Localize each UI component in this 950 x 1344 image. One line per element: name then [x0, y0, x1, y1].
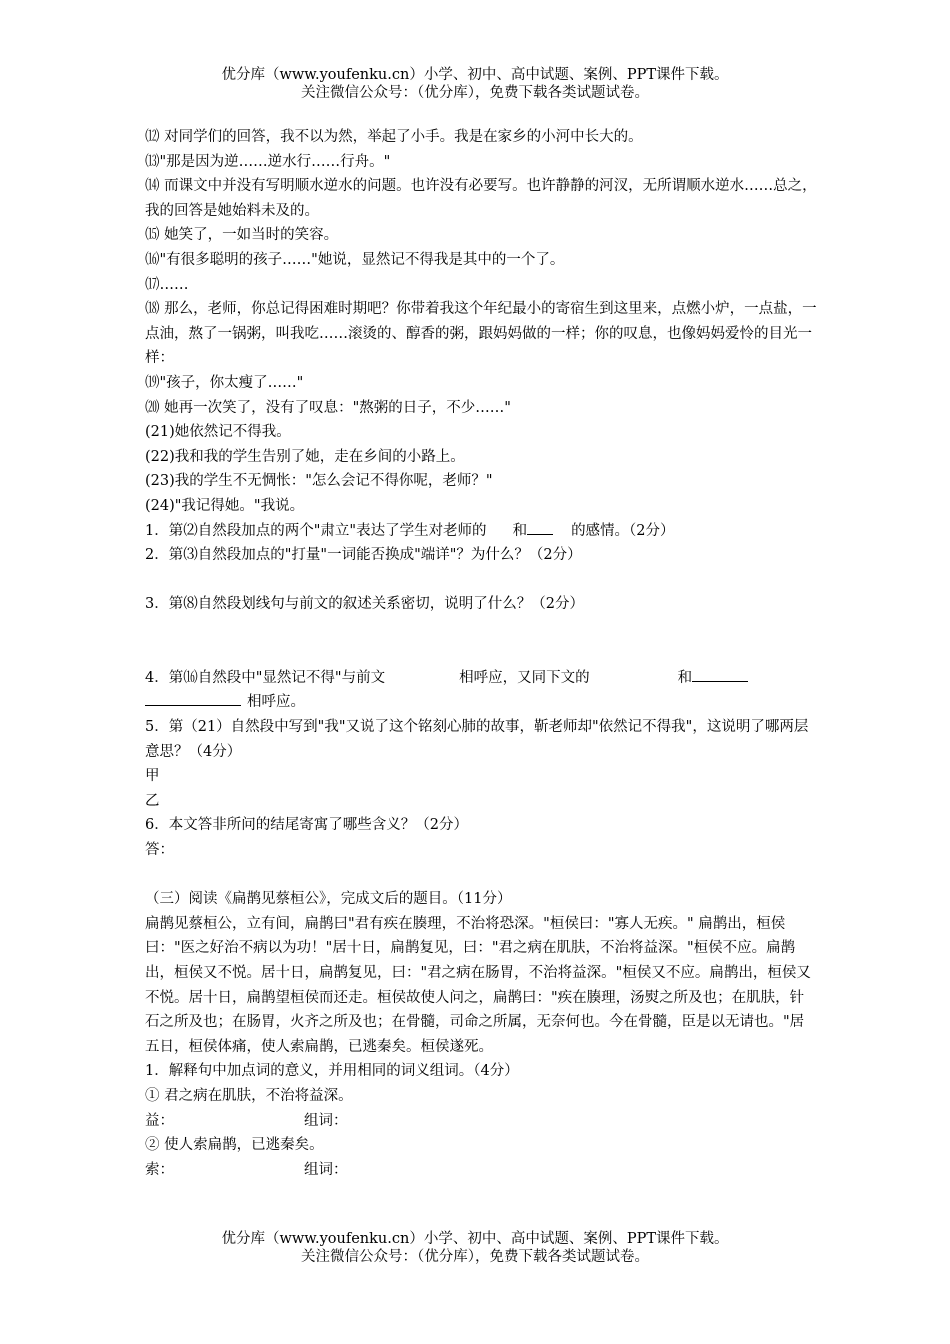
answer-blank[interactable] [527, 520, 553, 535]
header-line-2: 关注微信公众号：（优分库），免费下载各类试题试卷。 [301, 85, 649, 101]
paragraph-23: (23)我的学生不无惆怅："怎么会记不得你呢，老师？" [145, 473, 493, 490]
paragraph-21: (21)她依然记不得我。 [145, 424, 291, 441]
document-body [145, 125, 817, 1182]
paragraph-17: ⒄…… [145, 276, 189, 293]
section-3-item-1-answer [145, 1109, 817, 1134]
paragraph-12: ⑿ 对同学们的回答，我不以为然，举起了小手。我是在家乡的小河中长大的。 [145, 129, 643, 145]
paragraph-18: ⒅ 那么，老师，你总记得困难时期吧？你带着我这个年纪最小的寄宿生到这里来，点燃小炉，一点盐，一点油，熬了一锅粥，叫我吃……滚烫的、醇香的粥，跟妈妈做的一样；你的叹息，也像妈妈爱怜的目光一样： [145, 301, 817, 367]
question-4-text-a: 4．第⒃自然段中"显然记不得"与前文 [145, 669, 386, 686]
section-3-item-2-answer [145, 1158, 817, 1183]
section-3-item-2: ② 使人索扁鹊，已逃秦矣。 [145, 1137, 324, 1154]
question-4 [145, 666, 817, 691]
zuci-label: 组词： [304, 1161, 348, 1178]
question-2: 2．第⑶自然段加点的"打量"一词能否换成"端详"？为什么？（2分） [145, 547, 582, 564]
paragraph-14: ⒁ 而课文中并没有写明顺水逆水的问题。也许没有必要写。也许静静的河汊，无所谓顺水逆水……总之，我的回答是她始料未及的。 [145, 178, 817, 219]
question-1-text-c: 的感情。（2分） [571, 522, 675, 539]
paragraph-13: ⒀"那是因为逆……逆水行……行舟。" [145, 153, 391, 170]
question-4-continued [145, 690, 817, 715]
answer-blank[interactable] [692, 667, 748, 682]
paragraph-22: (22)我和我的学生告别了她，走在乡间的小路上。 [145, 448, 465, 465]
question-3: 3．第⑻自然段划线句与前文的叙述关系密切，说明了什么？（2分） [145, 596, 584, 613]
question-5-jia: 甲 [145, 768, 160, 785]
answer-blank[interactable] [145, 691, 241, 706]
question-1 [145, 519, 817, 544]
question-4-text-d: 相呼应。 [247, 694, 305, 711]
page-header [0, 66, 950, 102]
paragraph-20: ⒇ 她再一次笑了，没有了叹息："熬粥的日子，不少……" [145, 399, 511, 416]
paragraph-15: ⒂ 她笑了，一如当时的笑容。 [145, 227, 339, 244]
question-4-text-b: 相呼应，又同下文的 [459, 669, 590, 686]
question-1-text-b: 和 [512, 522, 528, 539]
page-footer [0, 1230, 950, 1266]
paragraph-16: ⒃"有很多聪明的孩子……"她说，显然记不得我是其中的一个了。 [145, 251, 565, 268]
section-3-item-1: ① 君之病在肌肤，不治将益深。 [145, 1087, 353, 1104]
question-1-text-a: 1．第⑵自然段加点的两个"肃立"表达了学生对老师的 [145, 522, 487, 539]
word-label: 益： [145, 1112, 174, 1129]
word-label: 索： [145, 1161, 174, 1178]
paragraph-24: (24)"我记得她。"我说。 [145, 497, 305, 514]
footer-line-1: 优分库（www.youfenku.cn）小学、初中、高中试题、案例、PPT课件下载。 [221, 1231, 729, 1247]
section-3-title: （三）阅读《扁鹊见蔡桓公》，完成文后的题目。（11分） [145, 891, 512, 908]
section-3-text: 扁鹊见蔡桓公，立有间，扁鹊曰"君有疾在腠理，不治将恐深。"桓侯曰："寡人无疾。" 扁鹊出，桓侯曰："医之好治不病以为功！"居十日，扁鹊复见，曰："君之病在肌肤，不治将益深。"桓侯不应。扁鹊出，桓侯又不悦。居十日，扁鹊复见，曰："君之病在肠胃，不治将益深。"桓侯又不应。扁鹊出，桓侯又不悦。居十日，扁鹊望桓侯而还走。桓侯故使人问之，扁鹊曰："疾在腠理，汤熨之所及也；在肌肤，针石之所及也；在肠胃，火齐之所及也；在骨髓，司命之所属，无奈何也。今在骨髓，臣是以无请也。"居五日，桓侯体痛，使人索扁鹊，已逃秦矣。桓侯遂死。 [145, 915, 811, 1055]
section-3-question-1: 1．解释句中加点词的意义，并用相同的词义组词。（4分） [145, 1063, 519, 1080]
paragraph-19: ⒆"孩子，你太瘦了……" [145, 374, 304, 391]
question-5-yi: 乙 [145, 792, 160, 809]
question-5: 5．第（21）自然段中写到"我"又说了这个铭刻心肺的故事，靳老师却"依然记不得我"，这说明了哪两层意思？（4分） [145, 719, 809, 760]
question-4-text-c: 和 [677, 669, 693, 686]
footer-line-2: 关注微信公众号：（优分库），免费下载各类试题试卷。 [301, 1249, 649, 1265]
header-line-1: 优分库（www.youfenku.cn）小学、初中、高中试题、案例、PPT课件下载。 [221, 67, 729, 83]
zuci-label: 组词： [304, 1112, 348, 1129]
question-6-answer: 答： [145, 842, 174, 859]
question-6: 6．本文答非所问的结尾寄寓了哪些含义？（2分） [145, 817, 468, 834]
